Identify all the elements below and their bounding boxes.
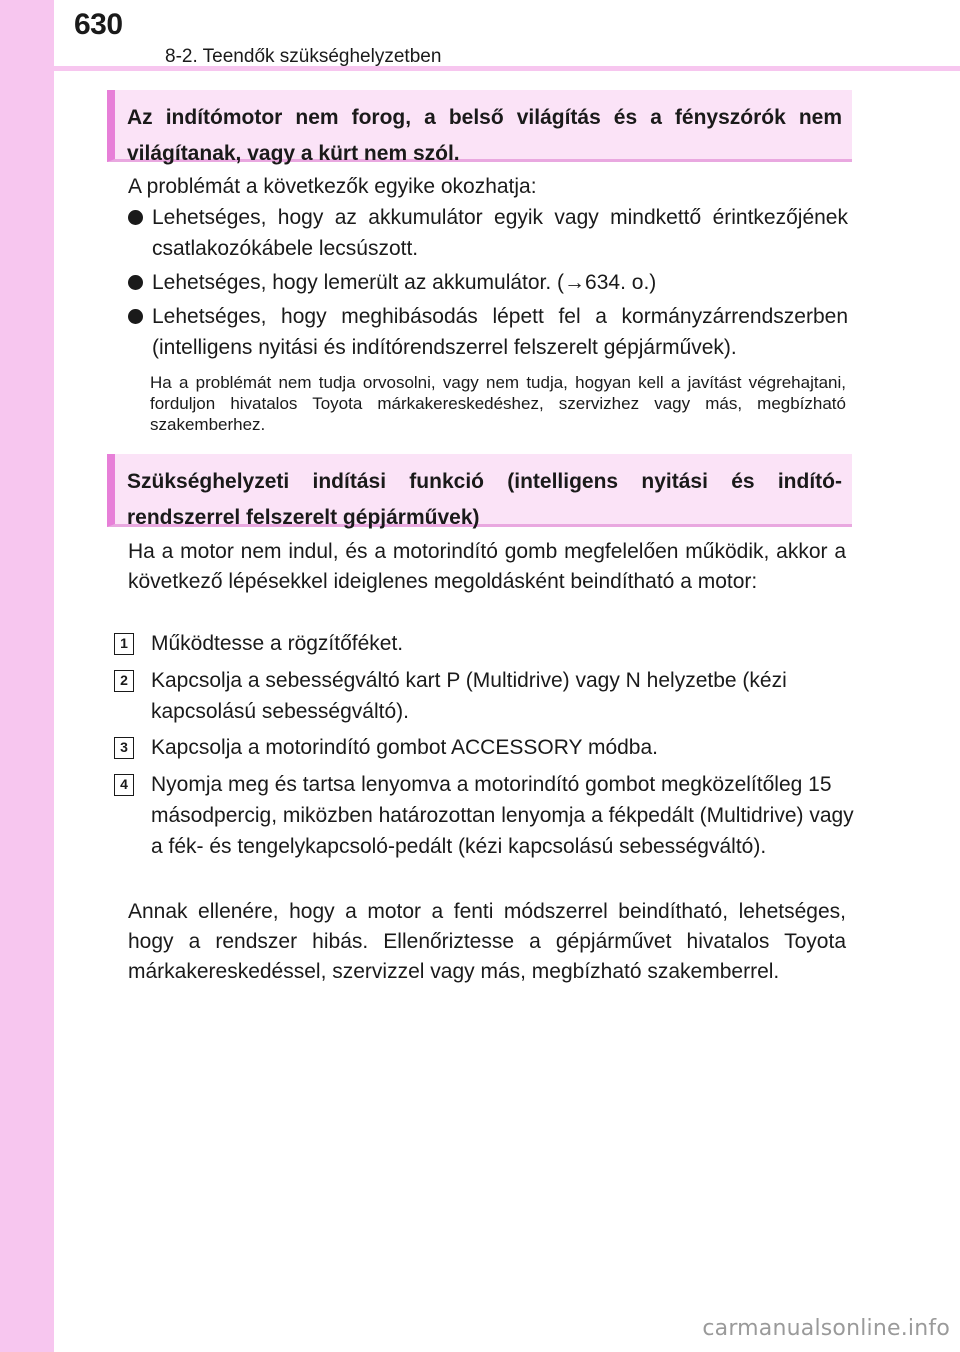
step-text: Kapcsolja a motorindító gombot ACCESSORY módba.	[151, 736, 658, 759]
step-list	[114, 628, 854, 862]
step-text: Kapcsolja a sebességváltó kart P (Multidrive) vagy N helyzetbe (kézi kapcsolású sebességváltó).	[151, 669, 787, 723]
list-item-text: Lehetséges, hogy az akkumulátor egyik vagy mindkettő érintkezőjének csatlakozókábele lecsúszott.	[152, 206, 848, 260]
list-item-text: Lehetséges, hogy lemerült az akkumulátor. (→634. o.)	[152, 271, 657, 294]
bullet-dot-icon	[128, 210, 143, 225]
bullet-dot-icon	[128, 275, 143, 290]
step-item	[114, 628, 854, 659]
section2-intro: Ha a motor nem indul, és a motorindító gomb megfelelően működik, akkor a következő lépésekkel ideiglenes megoldásként beindítható a motor:	[128, 540, 846, 593]
section-title: 8-2. Teendők szükséghelyzetben	[165, 46, 442, 67]
step-number-badge: 3	[114, 737, 134, 759]
heading-emergency-start: Szükséghelyzeti indítási funkció (intelligens nyitási és indítórendszerrel felszerelt gépjárművek)	[107, 454, 852, 527]
site-watermark: carmanualsonline.info	[702, 1316, 950, 1341]
heading-starter-not-cranking: Az indítómotor nem forog, a belső világítás és a fényszórók nem világítanak, vagy a kürt nem szól.	[107, 90, 852, 162]
page-number: 630	[74, 8, 123, 41]
step-item	[114, 732, 854, 763]
step-item	[114, 665, 854, 727]
list-item-text: Lehetséges, hogy meghibásodás lépett fel a kormányzárrendszerben (intelligens nyitási és indítórendszerrel felszerelt gépjárművek).	[152, 305, 848, 359]
bullet-dot-icon	[128, 309, 143, 324]
closing-paragraph: Annak ellenére, hogy a motor a fenti módszerrel beindítható, lehetséges, hogy a rendszer hibás. Ellenőriztesse a gépjárművet hivatalos Toyota márkakereskedéssel, szervizzel vagy más, megbízható szakemberrel.	[128, 900, 846, 983]
side-color-strip	[0, 0, 54, 1352]
list-item	[128, 301, 848, 363]
list-item	[128, 267, 848, 298]
step-item	[114, 769, 854, 862]
step-number-badge: 4	[114, 774, 134, 796]
step-text: Nyomja meg és tartsa lenyomva a motorindító gombot megközelítőleg 15 másodpercig, miközben határozottan lenyomja a fékpedált (Multidrive) vagy a fék- és tengelykapcsoló-pedált (kézi kapcsolású sebességváltó).	[151, 773, 854, 858]
section1-intro: A problémát a következők egyike okozhatja:	[128, 175, 537, 198]
step-number-badge: 1	[114, 633, 134, 655]
step-text: Működtesse a rögzítőféket.	[151, 632, 404, 655]
step-number-badge: 2	[114, 670, 134, 692]
service-note: Ha a problémát nem tudja orvosolni, vagy nem tudja, hogyan kell a javítást végrehajtani, forduljon hivatalos Toyota márkakereskedéshez, szervizhez vagy más, megbízható szakemberhez.	[150, 373, 846, 434]
list-item	[128, 202, 848, 264]
cause-list	[128, 202, 848, 366]
